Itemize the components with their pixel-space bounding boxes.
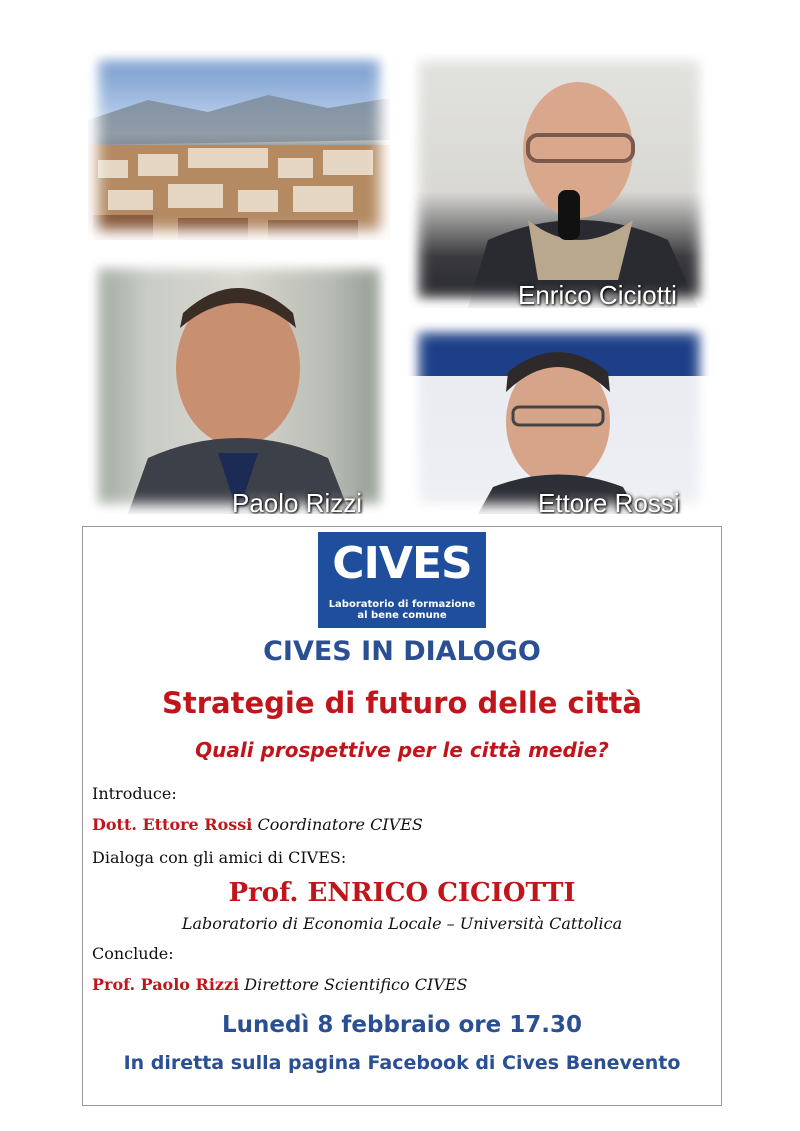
city-skyline-illustration: [88, 50, 390, 240]
event-date: Lunedì 8 febbraio ore 17.30: [222, 1012, 582, 1038]
portrait-illustration: [408, 322, 710, 514]
series-title: CIVES IN DIALOGO: [263, 636, 541, 667]
introduce-name: Dott. Ettore Rossi: [92, 815, 253, 834]
event-title: Strategie di futuro delle città: [161, 686, 642, 720]
paolo-rizzi-photo: [88, 258, 390, 514]
introduce-line: [92, 815, 423, 834]
logo-wordmark: CIVES: [332, 538, 472, 589]
main-speaker-name: Prof. ENRICO CICIOTTI: [228, 878, 576, 908]
enrico-ciciotti-photo: [408, 50, 710, 308]
portrait-illustration: [88, 258, 390, 514]
conclude-role: Direttore Scientifico CIVES: [244, 975, 468, 994]
conclude-line: [92, 975, 468, 994]
paolo-caption: Paolo Rizzi: [232, 488, 363, 514]
dialoga-label: Dialoga con gli amici di CIVES:: [92, 848, 347, 867]
ettore-caption: Ettore Rossi: [538, 488, 680, 514]
city-photo: [88, 50, 390, 240]
introduce-role: Coordinatore CIVES: [257, 815, 423, 834]
ettore-rossi-photo: [408, 322, 710, 514]
cives-logo: [318, 532, 486, 628]
enrico-caption: Enrico Ciciotti: [518, 280, 677, 308]
conclude-name: Prof. Paolo Rizzi: [92, 975, 240, 994]
logo-tagline: Laboratorio di formazione al bene comune: [328, 599, 476, 621]
main-speaker-affiliation: Laboratorio di Economia Locale – Università Cattolica: [181, 914, 623, 933]
portrait-illustration: [408, 50, 710, 308]
event-subtitle: Quali prospettive per le città medie?: [195, 738, 609, 762]
livestream-info: In diretta sulla pagina Facebook di Cives Benevento: [123, 1052, 681, 1074]
introduce-label: Introduce:: [92, 784, 177, 803]
conclude-label: Conclude:: [92, 944, 174, 963]
